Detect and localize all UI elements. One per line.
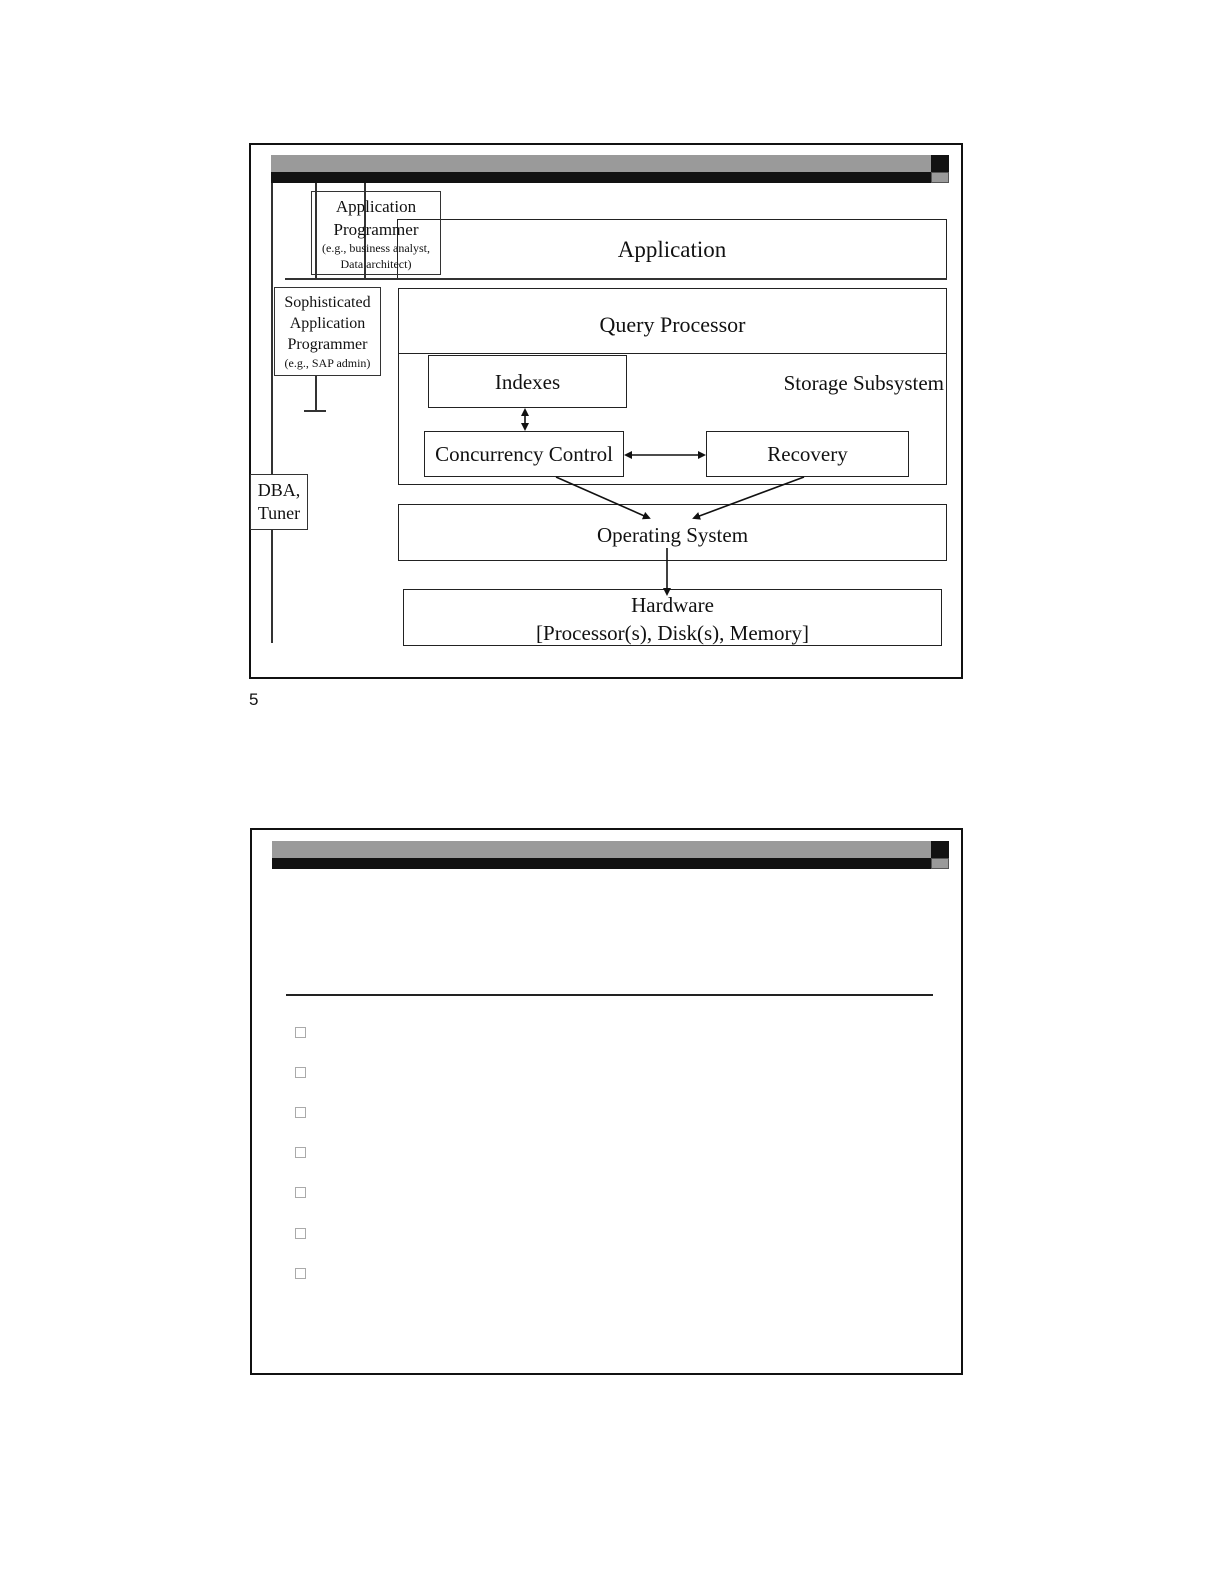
indexes-label: Indexes: [494, 370, 561, 394]
page-number: 5: [249, 690, 259, 709]
application-layer-label: Application: [617, 237, 727, 262]
arrow-recovery-os: [694, 477, 804, 518]
concurrency-control-label: Concurrency Control: [435, 442, 613, 466]
bullet-marker: [295, 1147, 306, 1158]
app-programmer-line-3: (e.g., business analyst,: [322, 241, 430, 255]
dba-line-1: DBA,: [257, 480, 301, 500]
app-programmer-line-2: Programmer: [333, 220, 419, 239]
operating-system-label: Operating System: [596, 523, 749, 547]
app-programmer-line-4: Data architect): [340, 257, 412, 271]
hardware-label-line-2: [Processor(s), Disk(s), Memory]: [536, 621, 809, 645]
bullet-marker: [295, 1268, 306, 1279]
sophisticated-line-2: Application: [289, 315, 366, 332]
slide-2: [250, 828, 963, 1375]
bullet-marker: [295, 1067, 306, 1078]
slide-2-title-underbar: [272, 858, 931, 869]
storage-subsystem-label: Storage Subsystem: [783, 371, 944, 395]
bullet-marker: [295, 1187, 306, 1198]
sophisticated-line-4: (e.g., SAP admin): [284, 356, 371, 370]
bullet-marker: [295, 1107, 306, 1118]
sophisticated-line-1: Sophisticated: [284, 294, 371, 311]
recovery-label: Recovery: [767, 442, 848, 466]
bullet-marker: [295, 1027, 306, 1038]
bullet-marker: [295, 1228, 306, 1239]
slide-2-title-bar: [272, 841, 931, 858]
slide-2-corner-square-dark: [931, 841, 949, 858]
query-processor-label: Query Processor: [599, 312, 746, 337]
slide-2-title-rule: [286, 994, 933, 996]
app-programmer-line-1: Application: [335, 197, 417, 216]
slide-2-corner-square-gray: [931, 858, 949, 869]
sophisticated-line-3: Programmer: [287, 336, 368, 353]
dba-line-2: Tuner: [257, 503, 301, 523]
arrow-concurrency-os: [556, 477, 649, 518]
hardware-label-line-1: Hardware: [631, 593, 714, 617]
slide-1-arrows: [0, 0, 1225, 700]
